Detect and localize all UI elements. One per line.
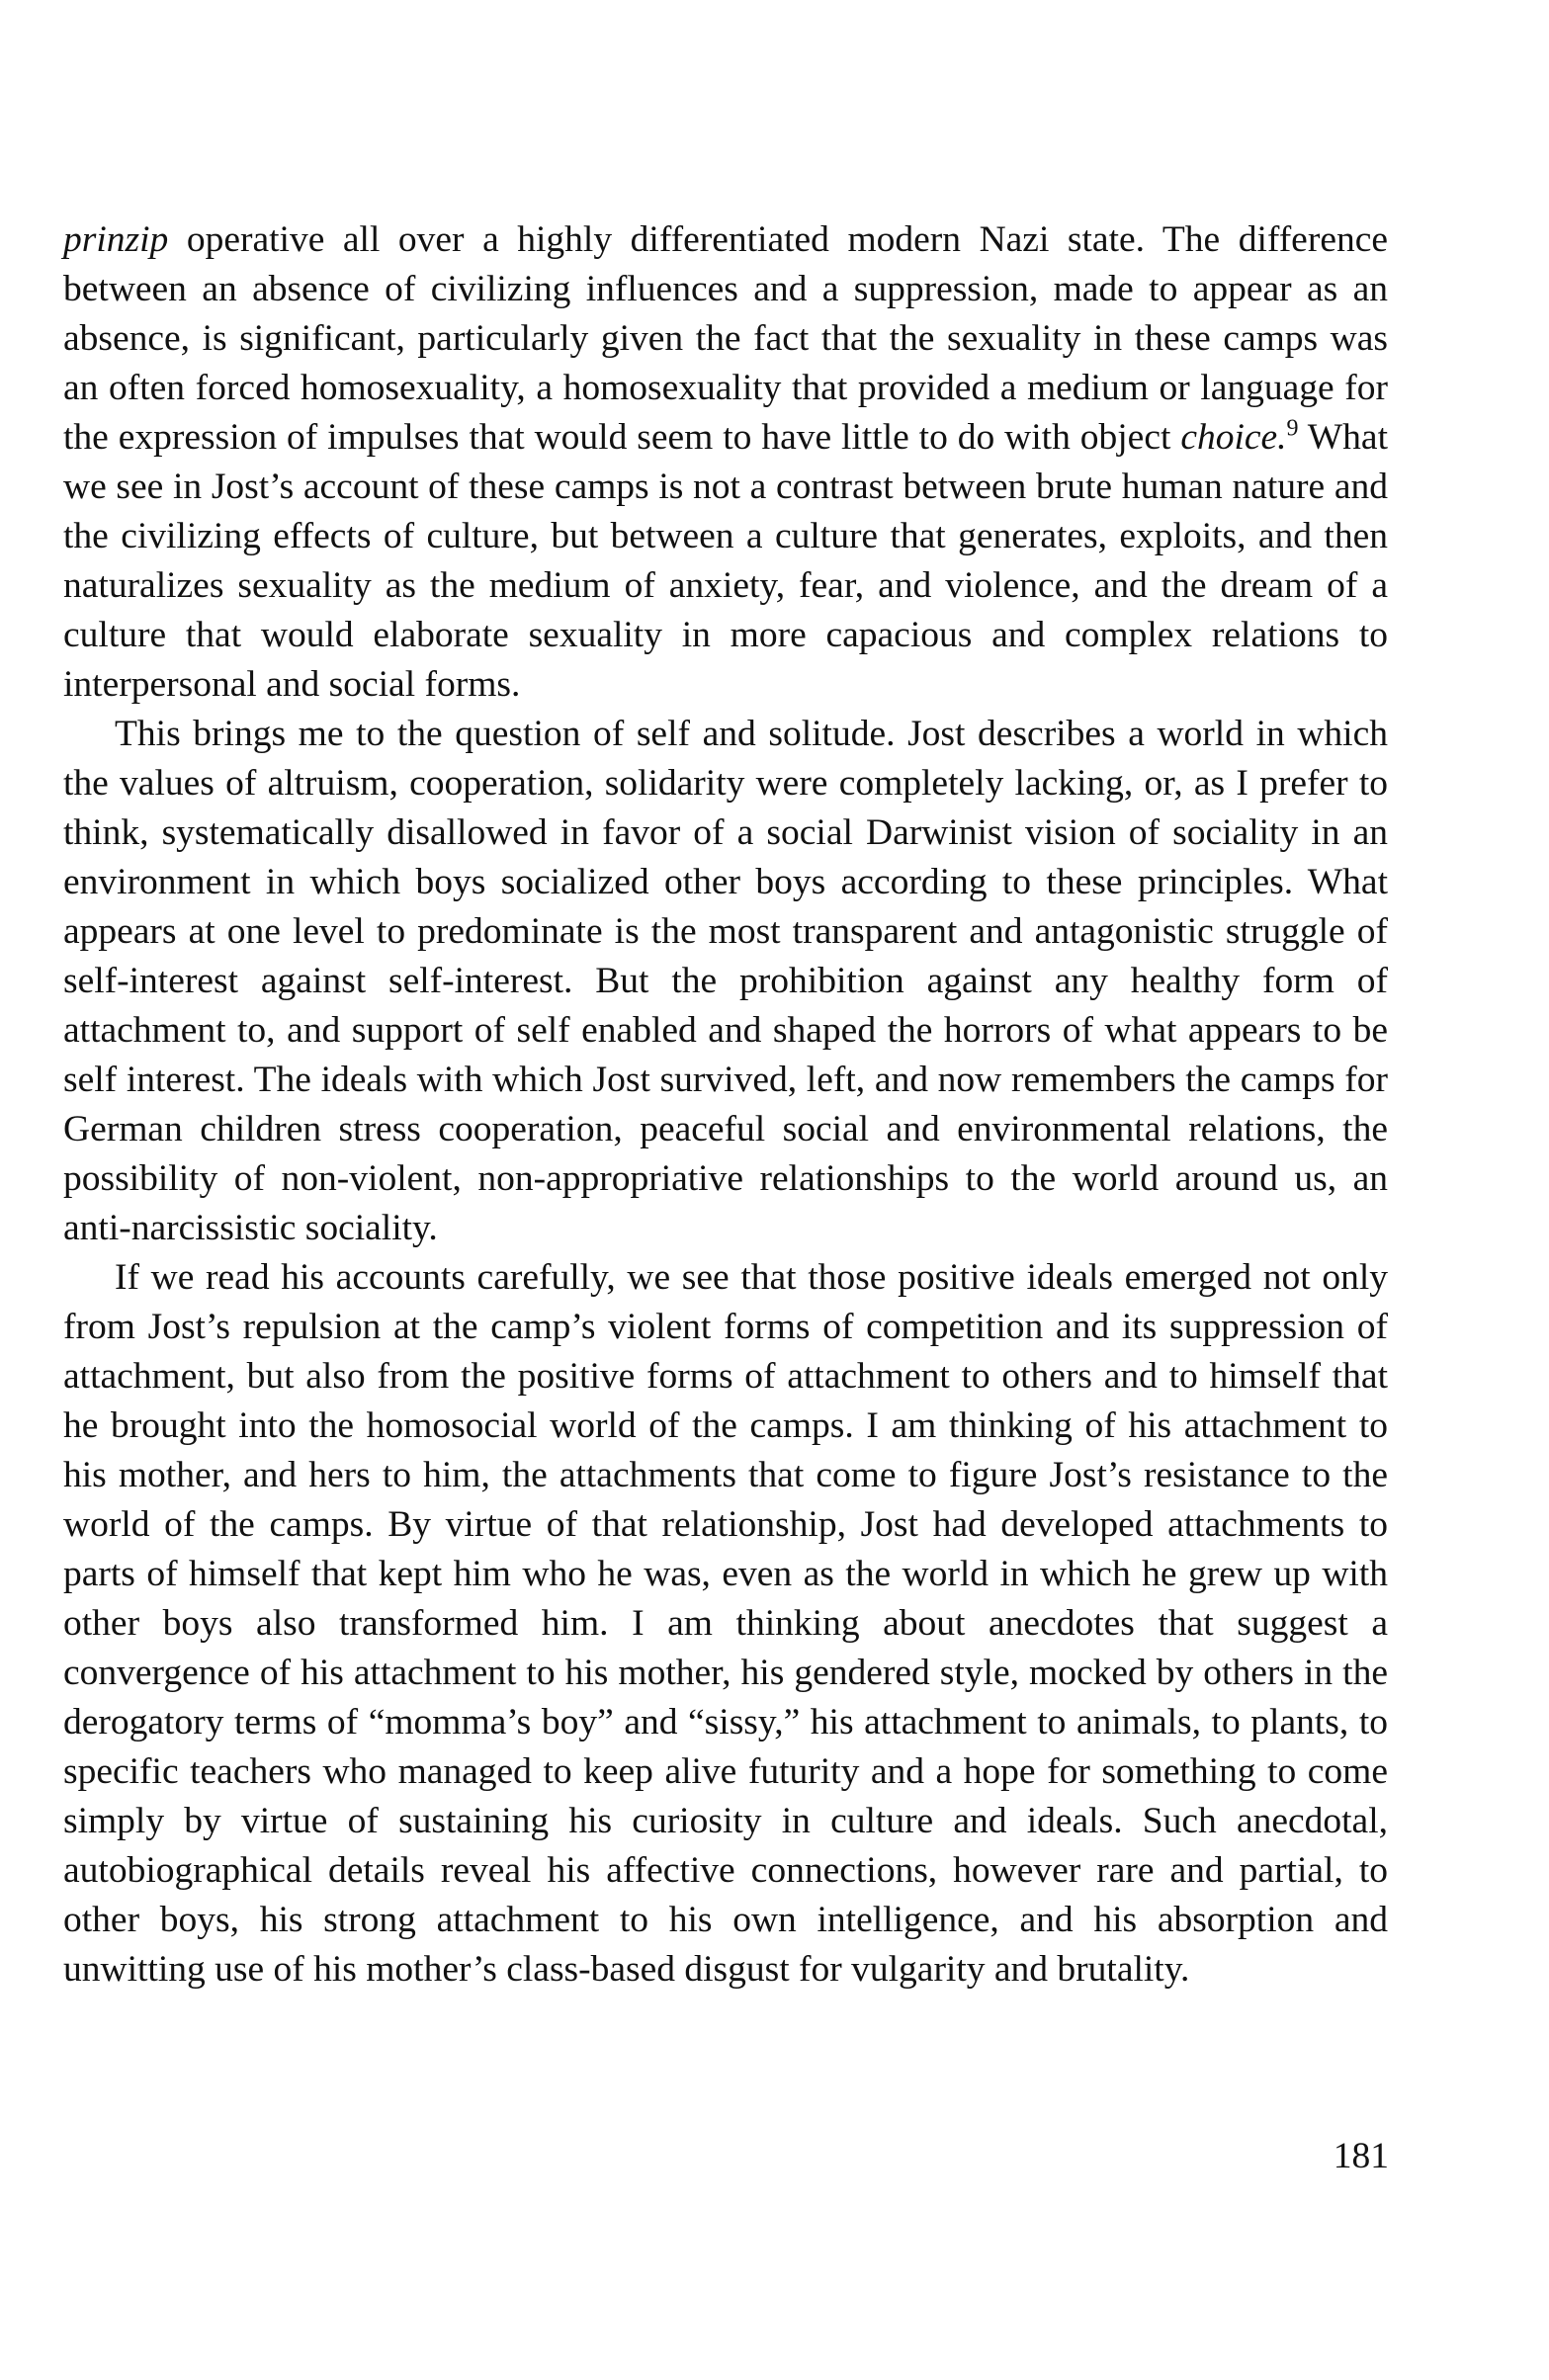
italic-term-prinzip: prinzip	[63, 219, 169, 260]
paragraph-1-text-b: What we see in Jost’s account of these camps is not a contrast between brute human nature and the civilizing effects of culture, but between a culture that generates, exploits, and then naturalizes sexuality as the medium of anxiety, fear, and violence, and the dream of a culture that would elaborate sexuality in more capacious and complex relations to interpersonal and social forms.	[63, 417, 1388, 705]
paragraph-1	[63, 215, 1388, 710]
body-text	[63, 215, 1388, 1995]
paragraph-3	[63, 1253, 1388, 1995]
page-number: 181	[1333, 2136, 1389, 2176]
paragraph-2-text: This brings me to the question of self and solitude. Jost describes a world in which the values of altruism, cooperation, solidarity were completely lacking, or, as I prefer to think, systematically disallowed in favor of a social Darwinist vision of sociality in an environment in which boys socialized other boys according to these principles. What appears at one level to predominate is the most transparent and antagonistic struggle of self-interest against self-interest. But the prohibition against any healthy form of attachment to, and support of self enabled and shaped the horrors of what appears to be self interest. The ideals with which Jost survived, left, and now remembers the camps for German children stress cooperation, peaceful social and environmental relations, the possibility of non-violent, non-appropriative relationships to the world around us, an anti-narcissistic sociality.	[63, 714, 1388, 1248]
italic-term-choice: choice.	[1180, 417, 1287, 458]
paragraph-3-text: If we read his accounts carefully, we see that those positive ideals emerged not only from Jost’s repulsion at the camp’s violent forms of competition and its suppression of attachment, but also from the positive forms of attachment to others and to himself that he brought into the homosocial world of the camps. I am thinking of his attachment to his mother, and hers to him, the attachments that come to figure Jost’s resistance to the world of the camps. By virtue of that relationship, Jost had developed attachments to parts of himself that kept him who he was, even as the world in which he grew up with other boys also transformed him. I am thinking about anecdotes that suggest a convergence of his attachment to his mother, his gendered style, mocked by others in the derogatory terms of “momma’s boy” and “sissy,” his attachment to animals, to plants, to specific teachers who managed to keep alive futurity and a hope for something to come simply by virtue of sustaining his curiosity in culture and ideals. Such anecdotal, autobiographical details reveal his affective connections, however rare and partial, to other boys, his strong attachment to his own intelligence, and his absorption and unwitting use of his mother’s class-based disgust for vulgarity and brutality.	[63, 1257, 1388, 1990]
paragraph-2	[63, 710, 1388, 1253]
paragraph-1-text-a: operative all over a highly differentiated modern Nazi state. The difference between an absence of civilizing influences and a suppression, made to appear as an absence, is significant, particularly given the fact that the sexuality in these camps was an often forced homosexuality, a homosexuality that provided a medium or language for the expression of impulses that would seem to have little to do with object	[63, 219, 1388, 458]
footnote-marker: 9	[1286, 415, 1299, 442]
